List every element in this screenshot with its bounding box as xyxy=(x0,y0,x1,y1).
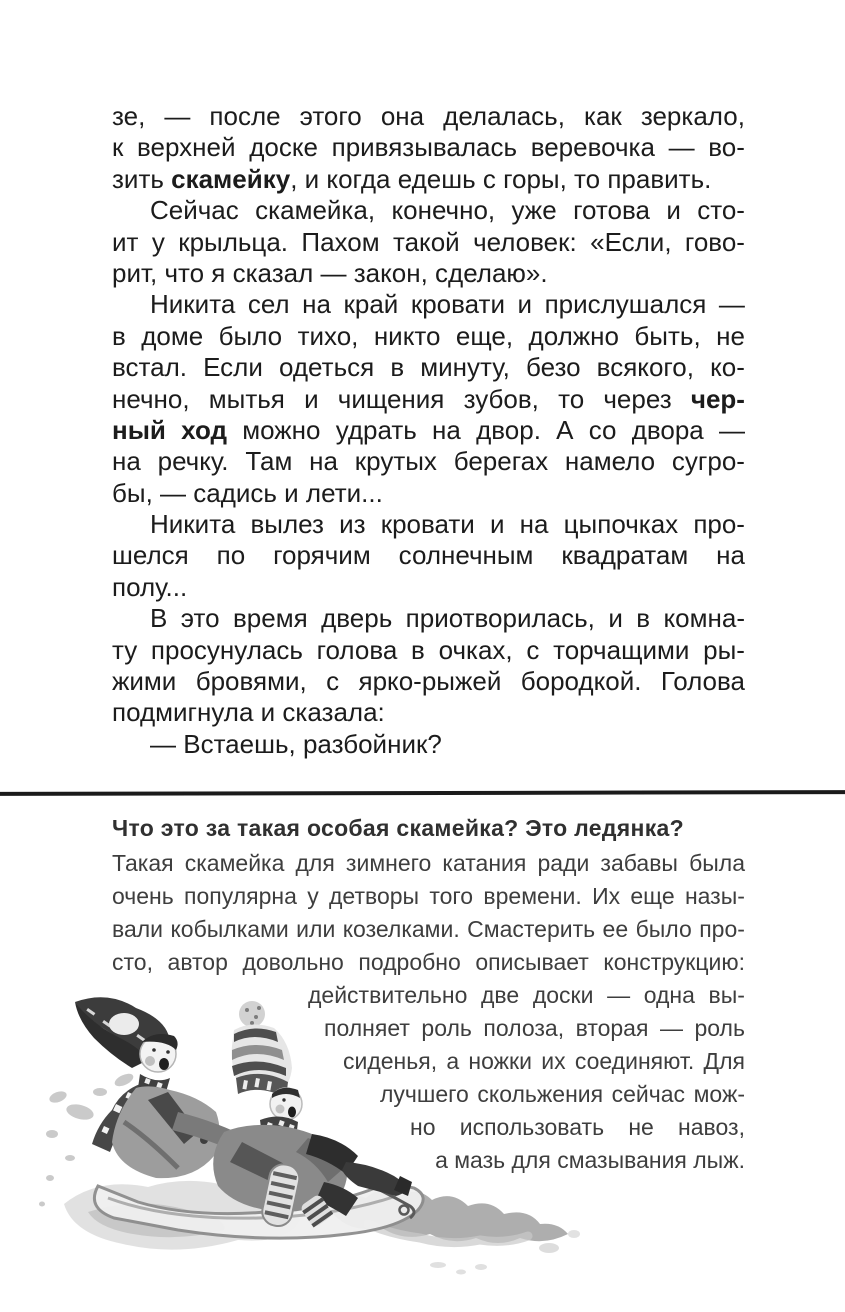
commentary-line: вали кобылками или козелками. Смастерить ее было про- xyxy=(112,916,745,942)
commentary-line: Такая скамейка для зимнего катания ради забавы была xyxy=(112,850,745,876)
story-line: Никита вылез из кровати и на цыпочках про- xyxy=(150,509,745,540)
story-line: Сейчас скамейка, конечно, уже готова и сто- xyxy=(150,195,745,226)
story-line: полу... xyxy=(112,571,188,602)
story-line: зить скамейку, и когда едешь с горы, то править. xyxy=(112,163,712,194)
story-line: В это время дверь приотворилась, и в комна- xyxy=(150,603,745,634)
commentary-wrapped-line: но использовать не навоз, xyxy=(410,1114,745,1140)
commentary-wrapped-line: сиденья, а ножки их соединяют. Для xyxy=(343,1048,745,1074)
commentary-heading: Что это за такая особая скамейка? Это ледянка? xyxy=(112,815,684,841)
story-line: в доме было тихо, никто еще, должно быть, не xyxy=(112,320,745,351)
story-line: нечно, мытья и чищения зубов, то через чер- xyxy=(112,383,745,414)
story-line: бы, — садись и лети... xyxy=(112,477,383,508)
section-divider xyxy=(0,790,845,796)
story-line: встал. Если одеться в минуту, безо всякого, ко- xyxy=(112,352,745,383)
story-line: Никита сел на край кровати и прислушался — xyxy=(150,289,745,320)
story-text xyxy=(112,101,745,760)
story-line: ит у крыльца. Пахом такой человек: «Если, гово- xyxy=(112,226,745,257)
story-line: рит, что я сказал — закон, сделаю». xyxy=(112,257,548,288)
commentary-wrapped-line: лучшего скольжения сейчас мож- xyxy=(380,1081,745,1107)
story-line: зе, — после этого она делалась, как зеркало, xyxy=(112,101,745,131)
story-line: ный ход можно удрать на двор. А со двора — xyxy=(112,414,745,445)
commentary-line: сто, автор довольно подробно описывает конструкцию: xyxy=(112,949,745,975)
commentary-line: очень популярна у детворы того времени. Их еще назы- xyxy=(112,883,745,909)
commentary-wrapped-line: а мазь для смазывания лыж. xyxy=(435,1147,745,1173)
story-line: на речку. Там на крутых берегах намело сугро- xyxy=(112,446,745,477)
story-line: — Встаешь, разбойник? xyxy=(150,728,442,759)
story-line: ту просунулась голова в очках, с торчащими ры- xyxy=(112,634,745,665)
story-line: шелся по горячим солнечным квадратам на xyxy=(112,540,745,571)
commentary-wrapped-line: действительно две доски — одна вы- xyxy=(308,982,745,1008)
children-sledding-illustration xyxy=(28,972,594,1302)
story-line: подмигнула и сказала: xyxy=(112,697,385,728)
commentary-wrapped-line: полняет роль полоза, вторая — роль xyxy=(324,1015,745,1041)
story-line: к верхней доске привязывалась веревочка — во- xyxy=(112,132,745,163)
story-line: жими бровями, с ярко-рыжей бородкой. Голова xyxy=(112,666,745,697)
